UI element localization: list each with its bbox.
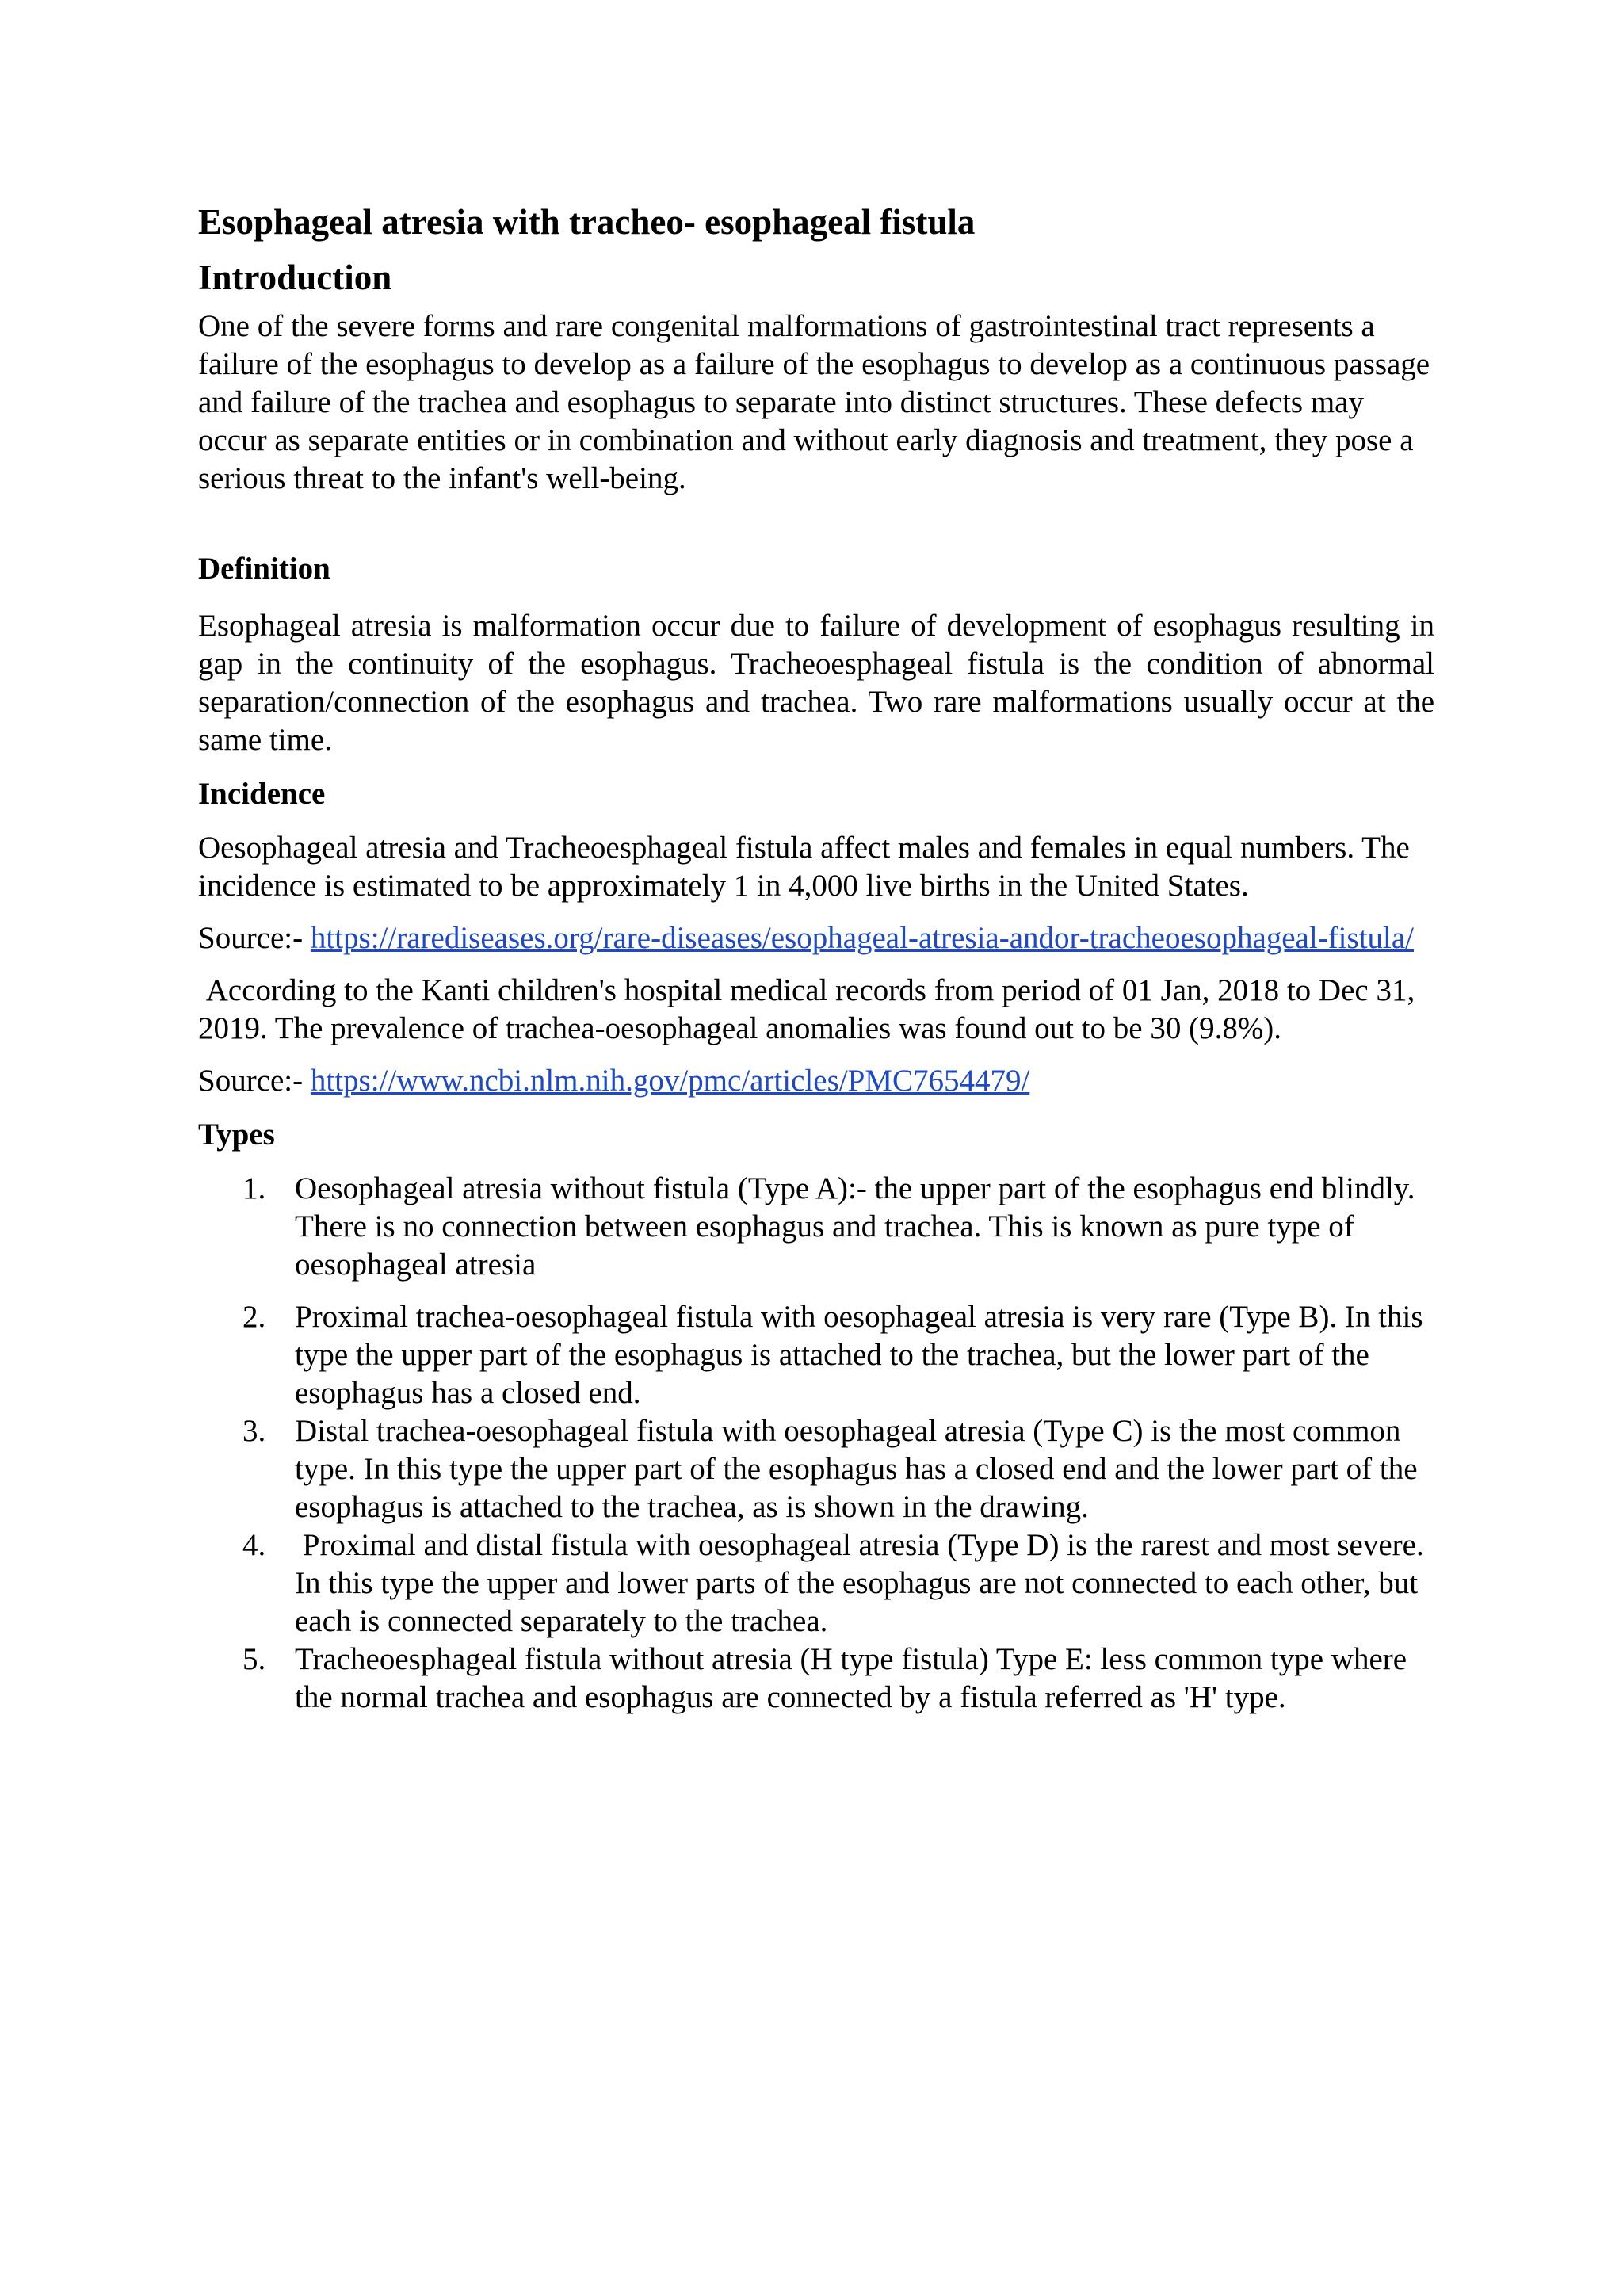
list-item [198, 1170, 1434, 1284]
types-list [198, 1170, 1434, 1717]
incidence-heading: Incidence [198, 777, 326, 811]
introduction-text: One of the severe forms and rare congenital malformations of gastrointestinal tract represents a failure of the esophagus to develop as a failure of the esophagus to develop as a continuous passage and failure of the trachea and esophagus to separate into distinct structures. These defects may occur as separate entities or in combination and without early diagnosis and treatment, they pose a serious threat to the infant's well-being. [198, 309, 1430, 495]
list-item-text: Tracheoesphageal fistula without atresia (H type fistula) Type E: less common type where the normal trachea and esophagus are connected by a fistula referred as 'H' type. [295, 1642, 1407, 1714]
document-title: Esophageal atresia with tracheo- esophageal fistula [198, 202, 976, 242]
introduction-heading: Introduction [198, 258, 392, 297]
source-label: Source:- [198, 1064, 311, 1098]
kanti-hospital-text-content: According to the Kanti children's hospital medical records from period of 01 Jan, 2018 to Dec 31, 2019. The prevalence of trachea-oesophageal anomalies was found out to be 30 (9.8%). [198, 973, 1415, 1045]
definition-text: Esophageal atresia is malformation occur due to failure of development of esophagus resulting in gap in the continuity of the esophagus. Tracheoesphageal fistula is the condition of abnormal separation/connection of the esophagus and trachea. Two rare malformations usually occur at the same time. [198, 609, 1434, 757]
list-item-text: Distal trachea-oesophageal fistula with oesophageal atresia (Type C) is the most common type. In this type the upper part of the esophagus has a closed end and the lower part of the esophagus is attached to the trachea, as is shown in the drawing. [295, 1414, 1418, 1524]
rarediseases-source-link[interactable]: https://rarediseases.org/rare-diseases/esophageal-atresia-andor-tracheoesophageal-fistula/ [310, 921, 1415, 955]
types-heading: Types [198, 1117, 275, 1152]
list-item-number: 2. [242, 1300, 266, 1334]
ncbi-source-link[interactable]: https://www.ncbi.nlm.nih.gov/pmc/articles/PMC7654479/ [310, 1064, 1030, 1098]
list-item [198, 1298, 1434, 1412]
list-item-text: Oesophageal atresia without fistula (Type A):- the upper part of the esophagus end blindly. There is no connection between esophagus and trachea. This is known as pure type of oesophageal atresia [295, 1171, 1415, 1282]
incidence-text: Oesophageal atresia and Tracheoesphageal fistula affect males and females in equal numbers. The incidence is estimated to be approximately 1 in 4,000 live births in the United States. [198, 831, 1410, 903]
kanti-hospital-text [198, 972, 1434, 1048]
list-item-number: 1. [242, 1171, 266, 1205]
incidence-source-line [198, 919, 1434, 957]
list-item-text: Proximal trachea-oesophageal fistula with oesophageal atresia is very rare (Type B). In this type the upper part of the esophagus is attached to the trachea, but the lower part of the esophagus has a closed end. [295, 1300, 1423, 1410]
ncbi-source-line [198, 1062, 1434, 1100]
list-item [198, 1412, 1434, 1526]
definition-heading: Definition [198, 552, 330, 586]
list-item-number: 3. [242, 1414, 266, 1448]
source-label: Source:- [198, 921, 311, 955]
list-item [198, 1526, 1434, 1641]
list-item-number: 4. [242, 1528, 266, 1562]
list-item-text: Proximal and distal fistula with oesophageal atresia (Type D) is the rarest and most severe. In this type the upper and lower parts of the esophagus are not connected to each other, but each is connected separately to the trachea. [295, 1528, 1432, 1638]
list-item [198, 1641, 1434, 1717]
list-item-number: 5. [242, 1642, 266, 1676]
document-content [198, 193, 1434, 1717]
